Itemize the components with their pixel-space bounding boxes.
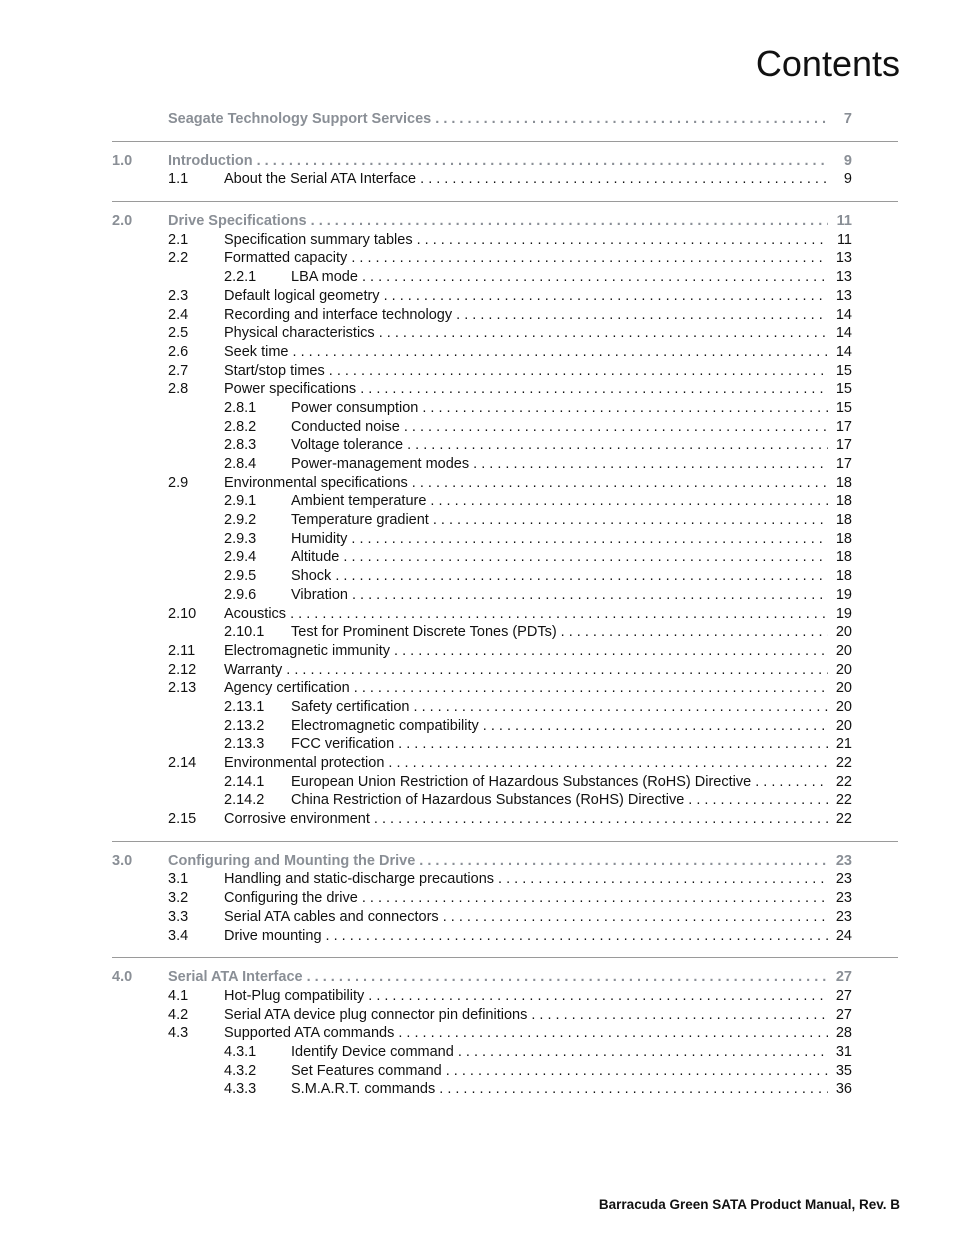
toc-entry-page[interactable]: 14 bbox=[828, 343, 852, 362]
toc-entry[interactable] bbox=[112, 418, 898, 437]
toc-entry-page[interactable]: 20 bbox=[828, 698, 852, 717]
toc-entry-page[interactable]: 14 bbox=[828, 306, 852, 325]
toc-entry-number: 2.8.4 bbox=[224, 456, 257, 472]
toc-entry-title[interactable]: Handling and static-discharge precautions . . . bbox=[224, 870, 852, 889]
toc-entry[interactable] bbox=[112, 380, 898, 399]
toc-entry-number: 3.2 bbox=[168, 890, 189, 907]
toc-entry[interactable] bbox=[112, 1043, 898, 1062]
toc-entry-page[interactable]: 36 bbox=[828, 1080, 852, 1099]
toc-entry-number: 2.11 bbox=[168, 642, 196, 659]
toc-entry[interactable] bbox=[112, 586, 898, 605]
toc-entry-title[interactable]: Supported ATA commands . . . bbox=[224, 1024, 852, 1043]
toc-entry-title[interactable]: Drive mounting . . . bbox=[224, 927, 852, 946]
toc-entry-number: 4.2 bbox=[168, 1006, 189, 1023]
toc-entry-page[interactable]: 27 bbox=[828, 1006, 852, 1025]
toc-entry-page[interactable]: 18 bbox=[828, 567, 852, 586]
toc-entry-number: 3.3 bbox=[168, 908, 189, 925]
table-of-contents bbox=[112, 106, 898, 1099]
toc-entry-page[interactable]: 21 bbox=[828, 735, 852, 754]
toc-entry-title[interactable]: Acoustics . . . bbox=[224, 605, 852, 624]
toc-entry-page[interactable]: 15 bbox=[828, 399, 852, 418]
toc-entry-page[interactable]: 27 bbox=[828, 987, 852, 1006]
toc-entry-number: 3.4 bbox=[168, 927, 189, 944]
toc-entry[interactable] bbox=[112, 567, 898, 586]
toc-entry[interactable] bbox=[112, 110, 898, 129]
toc-entry-page[interactable]: 22 bbox=[828, 773, 852, 792]
toc-entry-title[interactable]: Ambient temperature . . . bbox=[291, 492, 852, 511]
toc-entry-page[interactable]: 13 bbox=[828, 249, 852, 268]
toc-entry-number: 2.13.2 bbox=[224, 717, 265, 734]
toc-entry[interactable] bbox=[112, 1080, 898, 1099]
toc-entry-page[interactable]: 20 bbox=[828, 623, 852, 642]
toc-entry-page[interactable]: 18 bbox=[828, 548, 852, 567]
toc-entry-number: 1.1 bbox=[168, 171, 189, 188]
toc-entry[interactable] bbox=[112, 810, 898, 829]
toc-entry[interactable] bbox=[112, 717, 898, 736]
toc-entry-page[interactable]: 23 bbox=[828, 908, 852, 927]
toc-entry-page[interactable]: 20 bbox=[828, 717, 852, 736]
toc-entry-number: 4.3.3 bbox=[224, 1081, 257, 1098]
toc-entry-title[interactable]: Test for Prominent Discrete Tones (PDTs) . . . bbox=[291, 623, 852, 642]
toc-entry[interactable] bbox=[112, 791, 898, 810]
toc-entry-page[interactable]: 13 bbox=[828, 287, 852, 306]
toc-entry-number: 3.1 bbox=[168, 871, 189, 888]
toc-entry[interactable] bbox=[112, 306, 898, 325]
toc-entry-number: 2.9.3 bbox=[224, 530, 257, 547]
toc-entry-title[interactable]: Default logical geometry . . . bbox=[224, 287, 852, 306]
toc-entry-number: 2.9.4 bbox=[224, 549, 257, 566]
toc-entry-title[interactable]: Serial ATA cables and connectors . . . bbox=[224, 908, 852, 927]
toc-entry-title[interactable]: Safety certification . . . bbox=[291, 698, 852, 717]
toc-entry-page[interactable]: 17 bbox=[828, 418, 852, 437]
toc-entry-title[interactable]: Formatted capacity . . . bbox=[224, 249, 852, 268]
toc-entry-number: 1.0 bbox=[112, 152, 133, 169]
toc-entry-title[interactable]: Power specifications . . . bbox=[224, 380, 852, 399]
toc-entry[interactable] bbox=[112, 268, 898, 287]
toc-entry-number: 2.13.3 bbox=[224, 736, 265, 753]
toc-entry-title[interactable]: Hot-Plug compatibility . . . bbox=[224, 987, 852, 1006]
section-divider bbox=[112, 201, 898, 202]
toc-entry-number: 2.15 bbox=[168, 811, 197, 828]
toc-entry[interactable] bbox=[112, 1006, 898, 1025]
toc-entry[interactable] bbox=[112, 530, 898, 549]
toc-entry-page[interactable]: 28 bbox=[828, 1024, 852, 1043]
toc-entry-page[interactable]: 17 bbox=[828, 455, 852, 474]
toc-entry-title[interactable]: Introduction . . . bbox=[168, 152, 852, 171]
toc-entry-title[interactable]: China Restriction of Hazardous Substances (RoHS) Directive . . . bbox=[291, 791, 852, 810]
toc-entry-number: 2.8.3 bbox=[224, 437, 257, 454]
toc-entry-title[interactable]: LBA mode . . . bbox=[291, 268, 852, 287]
toc-entry-title[interactable]: S.M.A.R.T. commands . . . bbox=[291, 1080, 852, 1099]
toc-entry[interactable] bbox=[112, 492, 898, 511]
toc-entry-number: 4.0 bbox=[112, 969, 133, 986]
toc-entry-page[interactable]: 11 bbox=[828, 231, 852, 250]
toc-entry-page[interactable]: 27 bbox=[828, 968, 852, 987]
toc-entry-number: 2.10 bbox=[168, 605, 197, 622]
toc-entry-number: 2.0 bbox=[112, 213, 133, 230]
toc-entry-title[interactable]: Shock . . . bbox=[291, 567, 852, 586]
toc-entry-page[interactable]: 18 bbox=[828, 492, 852, 511]
toc-entry-title[interactable]: Environmental protection . . . bbox=[224, 754, 852, 773]
toc-entry[interactable] bbox=[112, 908, 898, 927]
toc-entry-title[interactable]: About the Serial ATA Interface . . . bbox=[224, 170, 852, 189]
toc-entry-title[interactable]: Seagate Technology Support Services . . . bbox=[168, 110, 852, 129]
toc-entry-page[interactable]: 20 bbox=[828, 679, 852, 698]
toc-entry-title[interactable]: Corrosive environment . . . bbox=[224, 810, 852, 829]
toc-entry-page[interactable]: 13 bbox=[828, 268, 852, 287]
toc-entry-page[interactable]: 11 bbox=[828, 212, 852, 231]
toc-entry-page[interactable]: 9 bbox=[828, 152, 852, 171]
toc-entry-page[interactable]: 23 bbox=[828, 870, 852, 889]
toc-entry-page[interactable]: 7 bbox=[828, 110, 852, 129]
toc-entry-number: 2.1 bbox=[168, 231, 189, 248]
toc-entry-number: 2.8.2 bbox=[224, 418, 257, 435]
toc-entry[interactable] bbox=[112, 889, 898, 908]
toc-entry[interactable] bbox=[112, 152, 898, 171]
toc-entry-number: 2.8.1 bbox=[224, 399, 257, 416]
toc-entry-page[interactable]: 14 bbox=[828, 324, 852, 343]
toc-entry-number: 2.9 bbox=[168, 474, 189, 491]
toc-entry[interactable] bbox=[112, 852, 898, 871]
toc-entry[interactable] bbox=[112, 474, 898, 493]
toc-entry[interactable] bbox=[112, 987, 898, 1006]
toc-entry-number: 2.4 bbox=[168, 306, 189, 323]
toc-entry-page[interactable]: 9 bbox=[828, 170, 852, 189]
toc-entry[interactable] bbox=[112, 679, 898, 698]
toc-entry-page[interactable]: 24 bbox=[828, 927, 852, 946]
toc-entry[interactable] bbox=[112, 968, 898, 987]
toc-entry-number: 4.3.1 bbox=[224, 1043, 257, 1060]
section-divider bbox=[112, 841, 898, 842]
toc-entry-number: 2.9.6 bbox=[224, 586, 257, 603]
toc-entry-number: 2.9.1 bbox=[224, 493, 257, 510]
toc-entry-number: 2.7 bbox=[168, 362, 189, 379]
toc-entry-number: 2.2 bbox=[168, 250, 189, 267]
toc-entry-title[interactable]: Seek time . . . bbox=[224, 343, 852, 362]
page-title: Contents bbox=[755, 43, 900, 84]
toc-entry-number: 2.10.1 bbox=[224, 624, 265, 641]
toc-entry-number: 2.13 bbox=[168, 680, 197, 697]
toc-entry-number: 4.3 bbox=[168, 1025, 189, 1042]
toc-entry[interactable] bbox=[112, 249, 898, 268]
toc-entry-number: 2.14 bbox=[168, 755, 197, 771]
toc-entry-page[interactable]: 19 bbox=[828, 605, 852, 624]
toc-entry-title[interactable]: Start/stop times . . . bbox=[224, 362, 852, 381]
toc-entry[interactable] bbox=[112, 1024, 898, 1043]
toc-entry-number: 4.3.2 bbox=[224, 1062, 257, 1079]
toc-entry[interactable] bbox=[112, 287, 898, 306]
toc-entry-page[interactable]: 18 bbox=[828, 474, 852, 493]
toc-entry-title[interactable]: Electromagnetic immunity . . . bbox=[224, 642, 852, 661]
toc-entry-page[interactable]: 18 bbox=[828, 511, 852, 530]
toc-entry[interactable] bbox=[112, 773, 898, 792]
toc-entry[interactable] bbox=[112, 698, 898, 717]
section-divider bbox=[112, 141, 898, 142]
toc-entry-number: 2.8 bbox=[168, 381, 189, 398]
toc-entry-title[interactable]: Vibration . . . bbox=[291, 586, 852, 605]
toc-entry[interactable] bbox=[112, 511, 898, 530]
toc-entry-number: 2.3 bbox=[168, 287, 189, 304]
toc-entry-title[interactable]: Serial ATA Interface . . . bbox=[168, 968, 852, 987]
toc-entry-page[interactable]: 20 bbox=[828, 661, 852, 680]
toc-entry[interactable] bbox=[112, 927, 898, 946]
toc-entry-number: 2.5 bbox=[168, 325, 189, 342]
toc-entry-number: 2.13.1 bbox=[224, 698, 265, 715]
toc-entry-title[interactable]: Recording and interface technology . . . bbox=[224, 306, 852, 325]
toc-entry[interactable] bbox=[112, 231, 898, 250]
section-divider bbox=[112, 957, 898, 958]
toc-entry[interactable] bbox=[112, 870, 898, 889]
toc-entry-title[interactable]: European Union Restriction of Hazardous Substances (RoHS) Directive . . . bbox=[291, 773, 852, 792]
toc-entry[interactable] bbox=[112, 735, 898, 754]
toc-entry-number: 2.6 bbox=[168, 343, 189, 360]
toc-entry-number: 4.1 bbox=[168, 987, 189, 1004]
toc-entry-number: 2.9.5 bbox=[224, 568, 257, 585]
page-footer: Barracuda Green SATA Product Manual, Rev. B bbox=[598, 1197, 900, 1212]
toc-entry[interactable] bbox=[112, 548, 898, 567]
toc-entry[interactable] bbox=[112, 623, 898, 642]
toc-entry-page[interactable]: 22 bbox=[828, 791, 852, 810]
toc-entry-title[interactable]: Power consumption . . . bbox=[291, 399, 852, 418]
toc-entry-title[interactable]: Warranty . . . bbox=[224, 661, 852, 680]
toc-entry-title[interactable]: FCC verification . . . bbox=[291, 735, 852, 754]
toc-entry-page[interactable]: 23 bbox=[828, 889, 852, 908]
toc-entry-title[interactable]: Environmental specifications . . . bbox=[224, 474, 852, 493]
toc-entry-title[interactable]: Conducted noise . . . bbox=[291, 418, 852, 437]
toc-entry-page[interactable]: 23 bbox=[828, 852, 852, 871]
toc-entry[interactable] bbox=[112, 436, 898, 455]
toc-entry-page[interactable]: 31 bbox=[828, 1043, 852, 1062]
toc-entry-title[interactable]: Configuring and Mounting the Drive . . . bbox=[168, 852, 852, 871]
toc-entry-title[interactable]: Identify Device command . . . bbox=[291, 1043, 852, 1062]
toc-entry-page[interactable]: 15 bbox=[828, 362, 852, 381]
toc-entry[interactable] bbox=[112, 212, 898, 231]
toc-entry-number: 2.14.1 bbox=[224, 773, 265, 790]
toc-entry[interactable] bbox=[112, 605, 898, 624]
toc-entry-title[interactable]: Drive Specifications . . . bbox=[168, 212, 852, 231]
toc-entry-title[interactable]: Specification summary tables . . . bbox=[224, 231, 852, 250]
toc-entry[interactable] bbox=[112, 754, 898, 773]
toc-entry-title[interactable]: Configuring the drive . . . bbox=[224, 889, 852, 908]
toc-entry-page[interactable]: 22 bbox=[828, 754, 852, 773]
toc-entry[interactable] bbox=[112, 362, 898, 381]
toc-entry-page[interactable]: 19 bbox=[828, 586, 852, 605]
toc-entry[interactable] bbox=[112, 343, 898, 362]
toc-entry-number: 2.9.2 bbox=[224, 512, 257, 529]
toc-entry-title[interactable]: Set Features command . . . bbox=[291, 1062, 852, 1081]
toc-entry-number: 2.14.2 bbox=[224, 792, 265, 809]
toc-entry-title[interactable]: Electromagnetic compatibility . . . bbox=[291, 717, 852, 736]
toc-entry-page[interactable]: 35 bbox=[828, 1062, 852, 1081]
toc-entry[interactable] bbox=[112, 399, 898, 418]
toc-entry[interactable] bbox=[112, 642, 898, 661]
toc-entry[interactable] bbox=[112, 170, 898, 189]
toc-entry-page[interactable]: 15 bbox=[828, 380, 852, 399]
toc-entry[interactable] bbox=[112, 455, 898, 474]
toc-entry[interactable] bbox=[112, 661, 898, 680]
toc-entry-title[interactable]: Humidity . . . bbox=[291, 530, 852, 549]
toc-entry-title[interactable]: Voltage tolerance . . . bbox=[291, 436, 852, 455]
toc-entry-page[interactable]: 18 bbox=[828, 530, 852, 549]
toc-entry[interactable] bbox=[112, 1062, 898, 1081]
toc-entry-page[interactable]: 17 bbox=[828, 436, 852, 455]
toc-entry-title[interactable]: Serial ATA device plug connector pin definitions . . . bbox=[224, 1006, 852, 1025]
toc-entry-title[interactable]: Power-management modes . . . bbox=[291, 455, 852, 474]
toc-entry[interactable] bbox=[112, 324, 898, 343]
toc-entry-number: 2.2.1 bbox=[224, 269, 257, 286]
toc-entry-title[interactable]: Physical characteristics . . . bbox=[224, 324, 852, 343]
toc-entry-number: 3.0 bbox=[112, 852, 133, 869]
toc-entry-title[interactable]: Agency certification . . . bbox=[224, 679, 852, 698]
toc-entry-title[interactable]: Altitude . . . bbox=[291, 548, 852, 567]
toc-entry-title[interactable]: Temperature gradient . . . bbox=[291, 511, 852, 530]
toc-entry-number: 2.12 bbox=[168, 661, 197, 678]
toc-entry-page[interactable]: 22 bbox=[828, 810, 852, 829]
toc-entry-page[interactable]: 20 bbox=[828, 642, 852, 661]
